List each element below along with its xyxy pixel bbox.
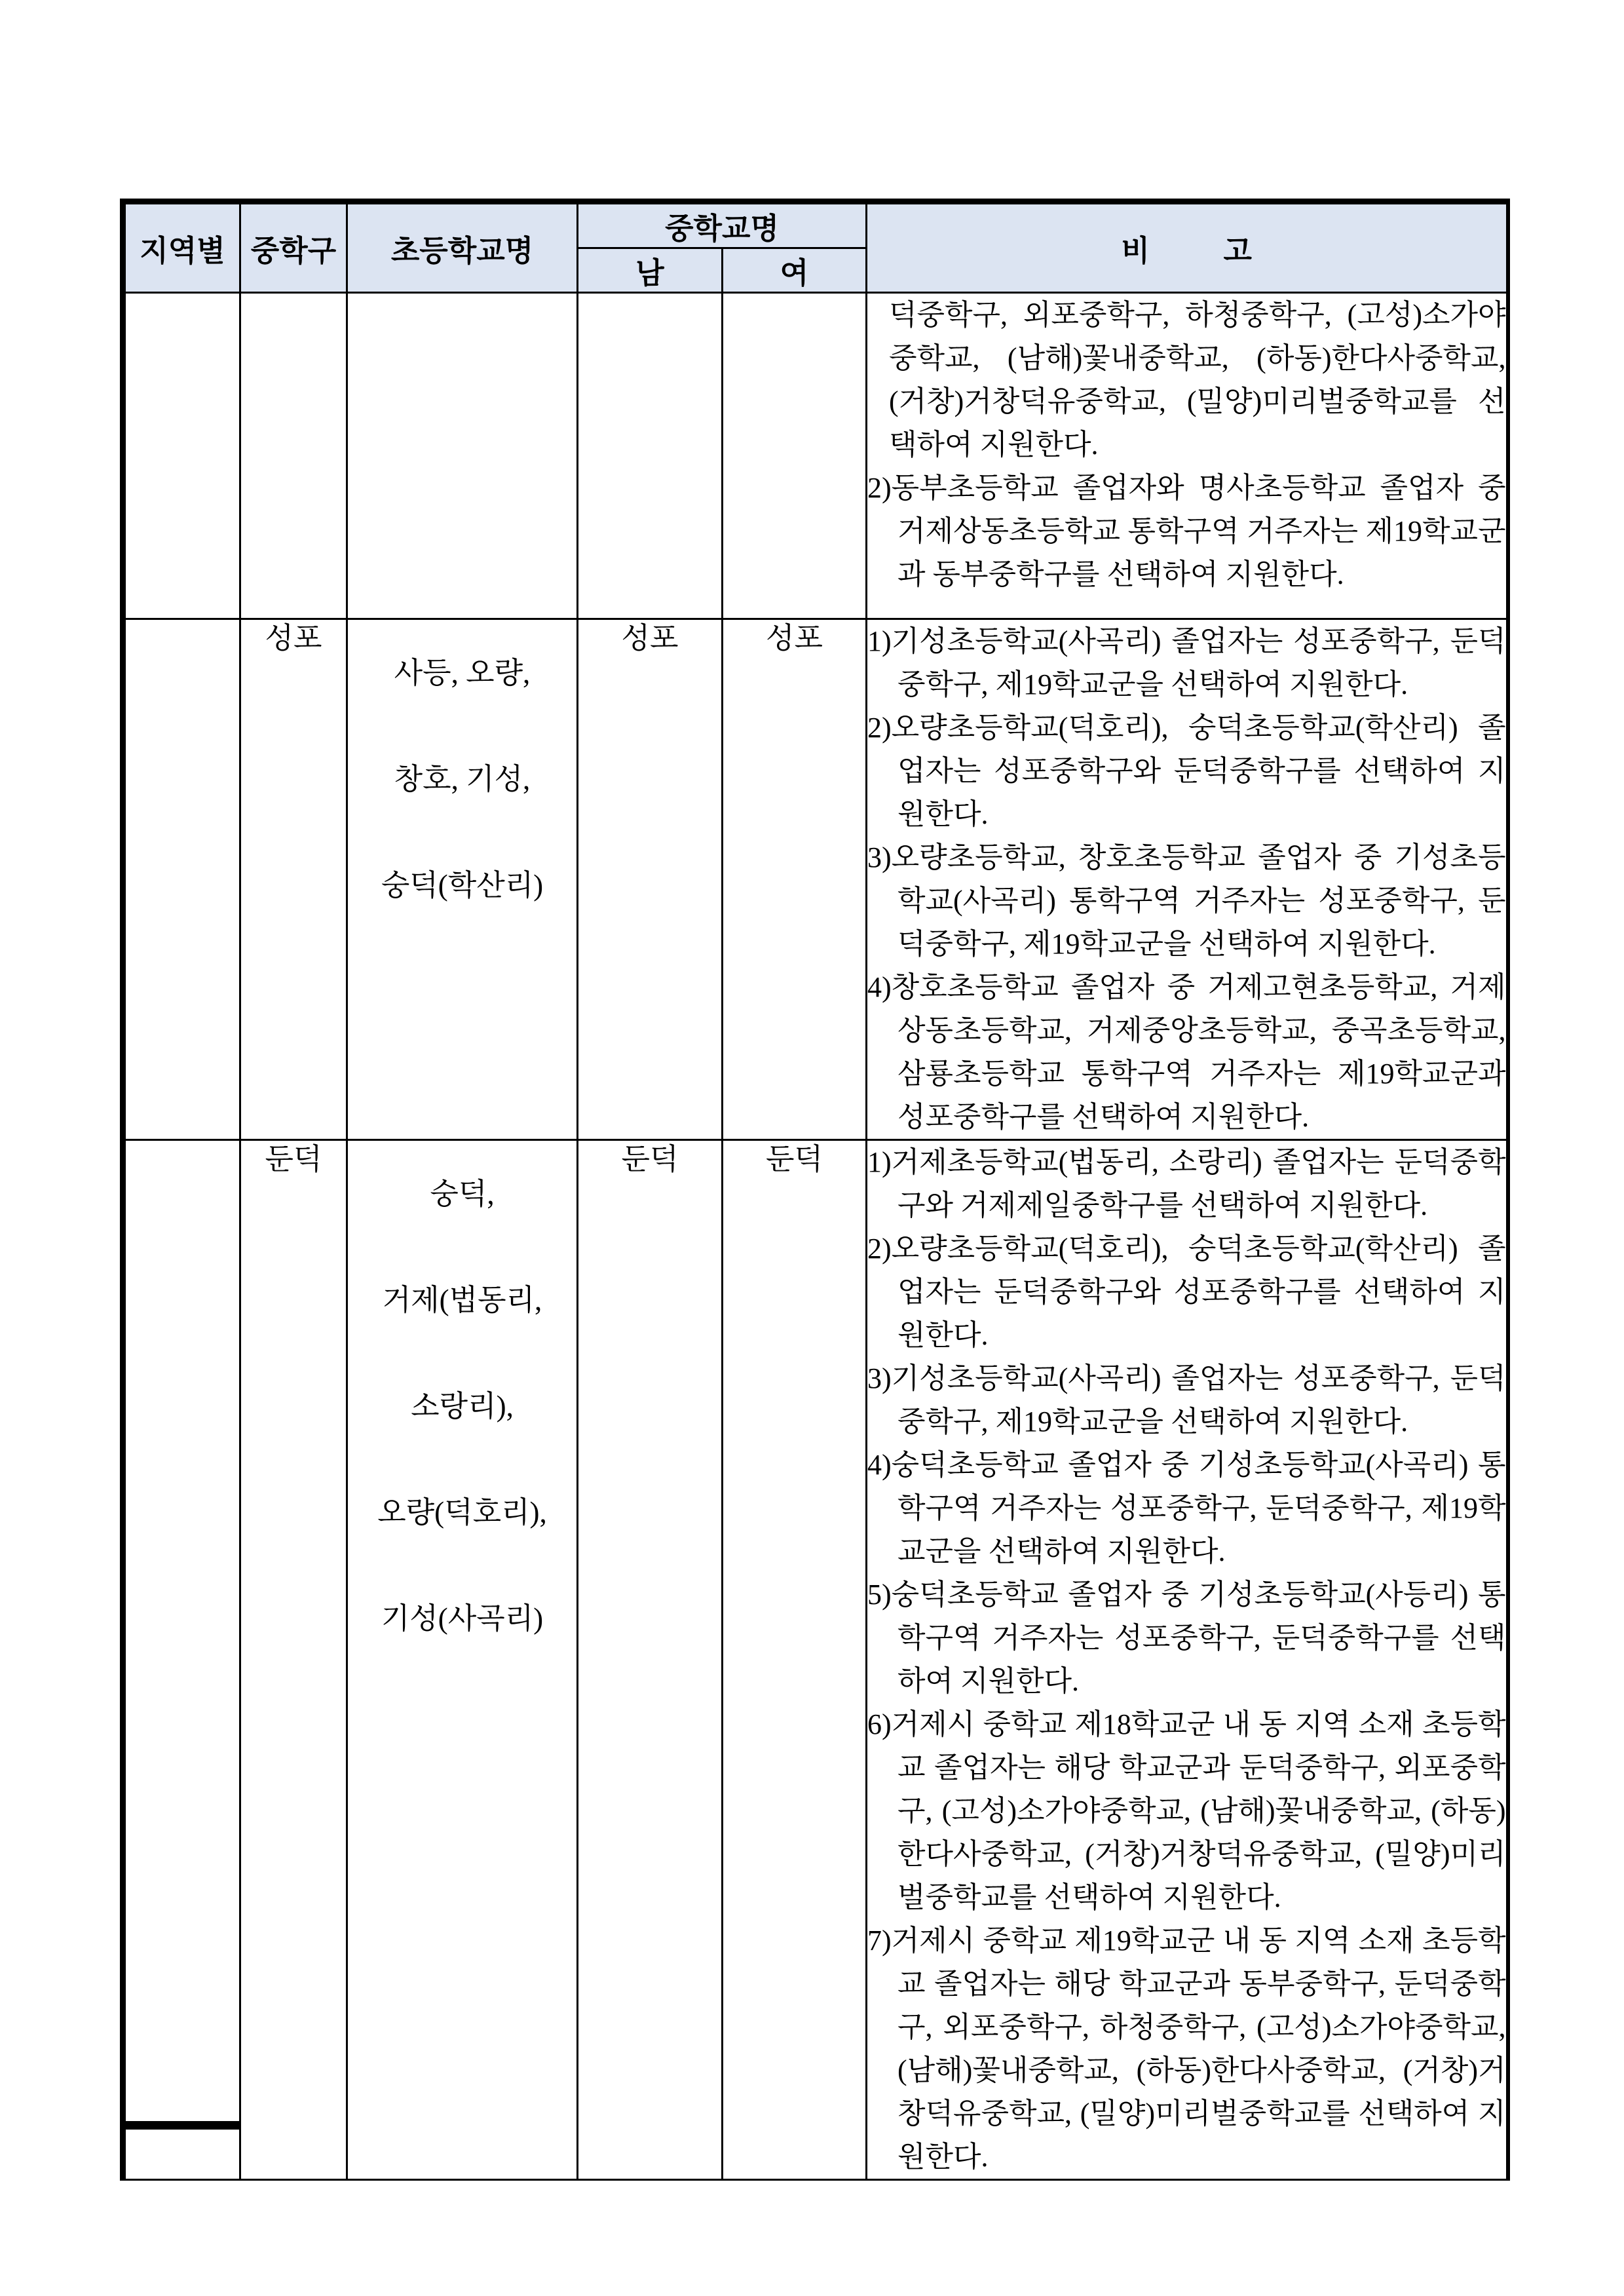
table-row	[123, 293, 1508, 619]
middle-school-female-cell: 둔덕	[723, 1140, 867, 2180]
header-district: 중학구	[240, 202, 347, 293]
remark-item: 6)거제시 중학교 제18학교군 내 동 지역 소재 초등학교 졸업자는 해당 학교군과 둔덕중학구, 외포중학구, (고성)소가야중학교, (남해)꽃내중학교, (하동)한다사중학교, (거창)거창덕유중학교, (밀양)미리벌중학교를 선택하여 지원한다.	[867, 1708, 1506, 1913]
elementary-schools-cell	[347, 619, 578, 1140]
middle-school-female-cell	[723, 293, 867, 619]
header-middle-school-name: 중학교명	[578, 202, 867, 248]
table-row	[123, 1140, 1508, 2180]
header-male: 남	[578, 248, 723, 293]
region-cell	[123, 1140, 240, 2180]
remark-item: 1)기성초등학교(사곡리) 졸업자는 성포중학구, 둔덕중학구, 제19학교군을 선택하여 지원한다.	[867, 625, 1506, 700]
remarks-cell	[867, 1140, 1508, 2180]
remarks-cell	[867, 619, 1508, 1140]
elementary-line: 숭덕(학산리)	[381, 869, 544, 902]
district-cell	[240, 293, 347, 619]
header-region: 지역별	[123, 202, 240, 293]
elementary-line: 숭덕,	[430, 1177, 495, 1210]
remark-item: 7)거제시 중학교 제19학교군 내 동 지역 소재 초등학교 졸업자는 해당 학교군과 동부중학구, 둔덕중학구, 외포중학구, 하청중학구, (고성)소가야중학교, (남해)꽃내중학교, (하동)한다사중학교, (거창)거창덕유중학교, (밀양)미리벌중학교를 선택하여 지원한다.	[867, 1924, 1506, 2173]
middle-school-male-cell: 둔덕	[578, 1140, 723, 2180]
elementary-schools-cell	[347, 293, 578, 619]
middle-school-male-cell: 성포	[578, 619, 723, 1140]
region-cell	[123, 293, 240, 619]
remark-item: 5)숭덕초등학교 졸업자 중 기성초등학교(사등리) 통학구역 거주자는 성포중학구, 둔덕중학구를 선택하여 지원한다.	[867, 1578, 1506, 1697]
middle-school-female-cell: 성포	[723, 619, 867, 1140]
elementary-line: 오량(덕호리),	[377, 1496, 547, 1529]
header-elementary: 초등학교명	[347, 202, 578, 293]
elementary-line: 기성(사곡리)	[381, 1602, 544, 1635]
header-female: 여	[723, 248, 867, 293]
school-district-table	[120, 199, 1510, 2181]
remark-item: 2)오량초등학교(덕호리), 숭덕초등학교(학산리) 졸업자는 둔덕중학구와 성포중학구를 선택하여 지원한다.	[867, 1233, 1506, 1351]
remark-continuation: 덕중학구, 외포중학구, 하청중학구, (고성)소가야중학교, (남해)꽃내중학교, (하동)한다사중학교, (거창)거창덕유중학교, (밀양)미리벌중학교를 선택하여 지원한다.	[889, 299, 1506, 461]
remark-item: 4)창호초등학교 졸업자 중 거제고현초등학교, 거제상동초등학교, 거제중앙초등학교, 중곡초등학교, 삼룡초등학교 통학구역 거주자는 제19학교군과 성포중학구를 선택하여 지원한다.	[867, 971, 1506, 1133]
district-cell: 둔덕	[240, 1140, 347, 2180]
elementary-line: 창호, 기성,	[394, 763, 531, 795]
elementary-schools-cell	[347, 1140, 578, 2180]
remark-item: 3)오량초등학교, 창호초등학교 졸업자 중 기성초등학교(사곡리) 통학구역 거주자는 성포중학구, 둔덕중학구, 제19학교군을 선택하여 지원한다.	[867, 841, 1506, 960]
remark-item: 4)숭덕초등학교 졸업자 중 기성초등학교(사곡리) 통학구역 거주자는 성포중학구, 둔덕중학구, 제19학교군을 선택하여 지원한다.	[867, 1449, 1506, 1567]
middle-school-male-cell	[578, 293, 723, 619]
table-bottom-thick-border	[120, 2121, 240, 2130]
remark-item: 1)거제초등학교(법동리, 소랑리) 졸업자는 둔덕중학구와 거제제일중학구를 선택하여 지원한다.	[867, 1146, 1506, 1221]
elementary-line: 사등, 오량,	[394, 657, 531, 689]
elementary-line: 소랑리),	[411, 1390, 514, 1423]
region-cell	[123, 619, 240, 1140]
district-cell: 성포	[240, 619, 347, 1140]
table-row	[123, 619, 1508, 1140]
remark-item: 2)동부초등학교 졸업자와 명사초등학교 졸업자 중 거제상동초등학교 통학구역 거주자는 제19학교군과 동부중학구를 선택하여 지원한다.	[867, 472, 1506, 590]
remark-item: 3)기성초등학교(사곡리) 졸업자는 성포중학구, 둔덕중학구, 제19학교군을 선택하여 지원한다.	[867, 1362, 1506, 1438]
elementary-line: 거제(법동리,	[382, 1284, 542, 1316]
table-body	[123, 293, 1508, 2180]
header-remarks: 비 고	[867, 202, 1508, 293]
remark-item: 2)오량초등학교(덕호리), 숭덕초등학교(학산리) 졸업자는 성포중학구와 둔덕중학구를 선택하여 지원한다.	[867, 712, 1506, 830]
remarks-cell	[867, 293, 1508, 619]
